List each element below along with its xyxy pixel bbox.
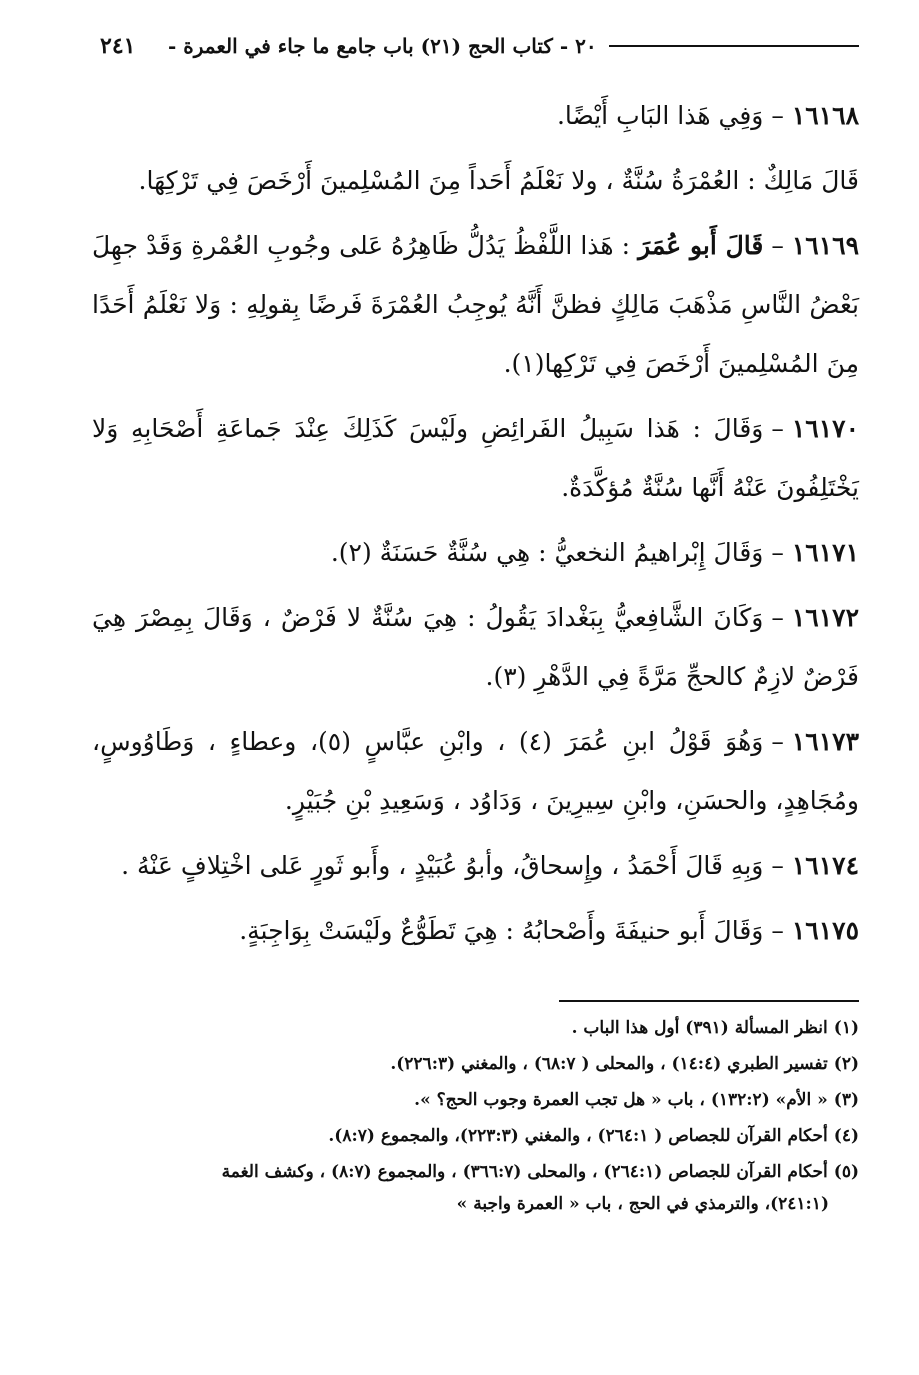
footnote-text: أحكام القرآن للجصاص ( ٢٦٤:١) ، والمغني (٢٢٣:٣)، والمجموع (٨:٧). <box>328 1126 828 1146</box>
footnote-1 <box>92 1012 859 1044</box>
paragraph-number: ١٦١٧١ <box>791 538 859 567</box>
main-text <box>92 86 859 966</box>
paragraph-16168: ١٦١٦٨–وَفِي هَذا البَابِ أَيْضًا. <box>556 101 859 130</box>
paragraph-text: وَقَالَ : هَذا سَبِيلُ الفَرائِضِ ولَيْسَ كَذَلِكَ عِنْدَ جَماعَةِ أَصْحَابِهِ وَلا يَخْتَلِفُونَ عَنْهُ أَنَّها سُنَّةٌ مُؤكَّدَةٌ. <box>92 414 859 502</box>
running-head <box>100 26 859 66</box>
paragraph-16173: ١٦١٧٣–وَهُوَ قَوْلُ ابنِ عُمَرَ (٤) ، وابْنِ عبَّاسٍ (٥)، وعطاءٍ ، وَطَاوُوسٍ، ومُجَاهِدٍ، والحسَنِ، وابْنِ سِيرِينَ ، وَدَاوُد ، وَسَعِيدِ بْنِ جُبَيْرٍ. <box>92 727 859 815</box>
paragraph-text: وَقَالَ إِبْراهيمُ النخعيُّ : هِي سُنَّةٌ حَسَنَةٌ (٢). <box>330 538 764 567</box>
paragraph-16169: ١٦١٦٩–قَالَ أَبو عُمَرَ : هَذا اللَّفْظُ يَدُلُّ ظَاهِرُهُ عَلى وجُوبِ العُمْرةِ وَقَدْ جهِلَ بَعْضُ النَّاسِ مَذْهَبَ مَالِكٍ فظنَّ أَنَّهُ يُوجِبُ العُمْرَةَ فَرضًا بِقولِهِ : وَلا نَعْلَمُ أَحَدًا مِنَ المُسْلِمينَ أَرْخَصَ فِي تَرْكِها(١). <box>92 231 859 378</box>
paragraph-malik <box>92 151 859 210</box>
paragraph-16172: ١٦١٧٢–وَكَانَ الشَّافِعيُّ بِبَغْدادَ يَقُولُ : هِيَ سُنَّةٌ لا فَرْضٌ ، وَقَالَ بِمِصْرَ هِيَ فَرْضٌ لازِمٌ كالحجِّ مَرَّةً فِي الدَّهْرِ (٣). <box>92 603 859 691</box>
footnotes <box>92 1012 859 1224</box>
footnote-number: (٤) <box>833 1126 859 1146</box>
page-number: ٢٤١ <box>100 33 136 59</box>
paragraph-number: ١٦١٦٨ <box>791 101 859 130</box>
paragraph-16175: ١٦١٧٥–وَقَالَ أَبو حنيفَةَ وأَصْحابُهُ : هِيَ تَطَوُّعٌ ولَيْسَتْ بِوَاجِبَةٍ. <box>239 916 859 945</box>
footnote-4 <box>92 1120 859 1152</box>
paragraph-16174: ١٦١٧٤–وَبِهِ قَالَ أَحْمَدُ ، وإِسحاقُ، وأبوُ عُبَيْدٍ ، وأَبو ثَورٍ عَلى اخْتِلافٍ عَنْهُ . <box>121 851 859 880</box>
paragraph-text: قَالَ مَالِكٌ : العُمْرَةُ سُنَّةٌ ، ولا نَعْلَمُ أَحَداً مِنَ المُسْلِمينَ أَرْخَصَ فِي تَرْكِهَا. <box>138 166 859 195</box>
footnote-5 <box>92 1156 859 1220</box>
footnote-number: (١) <box>833 1018 859 1038</box>
paragraph-number: ١٦١٧٥ <box>791 916 859 945</box>
footnote-number: (٣) <box>833 1090 859 1110</box>
running-title: ٢٠ - كتاب الحج (٢١) باب جامع ما جاء في العمرة - <box>168 34 597 58</box>
paragraph-16171: ١٦١٧١–وَقَالَ إِبْراهيمُ النخعيُّ : هِي سُنَّةٌ حَسَنَةٌ (٢). <box>330 538 859 567</box>
paragraph-text: وَقَالَ أَبو حنيفَةَ وأَصْحابُهُ : هِيَ تَطَوُّعٌ ولَيْسَتْ بِوَاجِبَةٍ. <box>239 916 764 945</box>
paragraph-text: وَبِهِ قَالَ أَحْمَدُ ، وإِسحاقُ، وأبوُ عُبَيْدٍ ، وأَبو ثَورٍ عَلى اخْتِلافٍ عَنْهُ . <box>121 851 764 880</box>
footnote-continuation: (٢٤١:١)، والترمذي في الحج ، باب « العمرة واجبة » <box>456 1194 829 1214</box>
footnote-text: « الأم» (١٣٢:٢) ، باب « هل تجب العمرة وجوب الحج؟ ». <box>414 1090 828 1110</box>
footnote-number: (٢) <box>833 1054 859 1074</box>
footnote-2 <box>92 1048 859 1080</box>
paragraph-text: : هَذا اللَّفْظُ يَدُلُّ ظَاهِرُهُ عَلى وجُوبِ العُمْرةِ وَقَدْ جهِلَ بَعْضُ النَّاسِ مَذْهَبَ مَالِكٍ فظنَّ أَنَّهُ يُوجِبُ العُمْرَةَ فَرضًا بِقولِهِ : وَلا نَعْلَمُ أَحَدًا مِنَ المُسْلِمينَ أَرْخَصَ فِي تَرْكِها(١). <box>92 231 859 378</box>
footnote-3 <box>92 1084 859 1116</box>
paragraph-text: وَهُوَ قَوْلُ ابنِ عُمَرَ (٤) ، وابْنِ عبَّاسٍ (٥)، وعطاءٍ ، وَطَاوُوسٍ، ومُجَاهِدٍ، والحسَنِ، وابْنِ سِيرِينَ ، وَدَاوُد ، وَسَعِيدِ بْنِ جُبَيْرٍ. <box>92 727 859 815</box>
paragraph-number: ١٦١٧٢ <box>791 603 859 632</box>
paragraph-number: ١٦١٧٤ <box>791 851 859 880</box>
paragraph-number: ١٦١٦٩ <box>791 231 859 260</box>
paragraph-16170: ١٦١٧٠–وَقَالَ : هَذا سَبِيلُ الفَرائِضِ ولَيْسَ كَذَلِكَ عِنْدَ جَماعَةِ أَصْحَابِهِ وَلا يَخْتَلِفُونَ عَنْهُ أَنَّها سُنَّةٌ مُؤكَّدَةٌ. <box>92 414 859 502</box>
footnote-text: انظر المسألة (٣٩١) أول هذا الباب . <box>571 1018 828 1038</box>
paragraph-text: وَكَانَ الشَّافِعيُّ بِبَغْدادَ يَقُولُ : هِيَ سُنَّةٌ لا فَرْضٌ ، وَقَالَ بِمِصْرَ هِيَ فَرْضٌ لازِمٌ كالحجِّ مَرَّةً فِي الدَّهْرِ (٣). <box>92 603 859 691</box>
paragraph-number: ١٦١٧٣ <box>791 727 859 756</box>
paragraph-number: ١٦١٧٠ <box>791 414 859 443</box>
footnote-text: أحكام القرآن للجصاص (٢٦٤:١) ، والمحلى (٣٦٦:٧) ، والمجموع (٨:٧) ، وكشف الغمة <box>221 1162 828 1182</box>
speaker-name: قَالَ أَبو عُمَرَ <box>638 231 764 260</box>
footnote-text: تفسير الطبري (١٤:٤) ، والمحلى ( ٦٨:٧) ، والمغني (٢٢٦:٣). <box>390 1054 828 1074</box>
paragraph-text: وَفِي هَذا البَابِ أَيْضًا. <box>556 101 764 130</box>
header-rule <box>609 45 859 47</box>
footnote-divider <box>559 1000 859 1002</box>
footnote-number: (٥) <box>833 1162 859 1182</box>
